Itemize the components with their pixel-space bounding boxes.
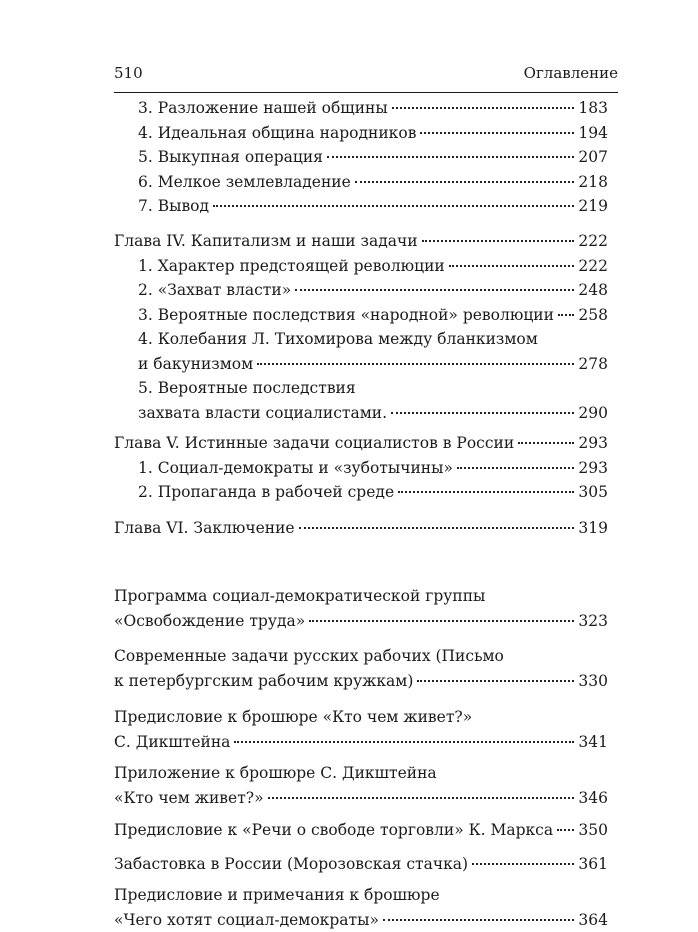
leader-dots xyxy=(268,797,575,799)
entry-page: 219 xyxy=(578,194,608,219)
toc-entry[interactable]: 3. Вероятные последствия «народной» революции 258 xyxy=(114,303,608,328)
header-rule xyxy=(114,92,618,93)
toc-extra-entry[interactable]: Современные задачи русских рабочих (Письмо к петербургским рабочим кружкам) 330 xyxy=(114,644,608,693)
toc-entry[interactable]: 4. Идеальная община народников 194 xyxy=(114,121,608,146)
leader-dots xyxy=(309,620,574,622)
leader-dots xyxy=(327,156,574,158)
running-header xyxy=(114,62,618,88)
toc-entry[interactable]: 3. Разложение нашей общины 183 xyxy=(114,96,608,121)
leader-dots xyxy=(234,741,574,743)
toc-entry[interactable]: захвата власти социалистами. 290 xyxy=(114,401,608,426)
entry-page: 222 xyxy=(578,229,608,254)
leader-dots xyxy=(449,265,575,267)
toc-extra-entry[interactable]: Программа социал-демократической группы «Освобождение труда» 323 xyxy=(114,584,608,633)
toc-extra-entry[interactable]: Предисловие к «Речи о свободе торговли» К. Маркса 350 xyxy=(114,818,608,843)
entry-page: 290 xyxy=(578,401,608,426)
toc-entry[interactable]: 1. Социал-демократы и «зуботычины» 293 xyxy=(114,456,608,481)
leader-dots xyxy=(558,314,574,316)
running-title: Оглавление xyxy=(524,62,618,84)
entry-page: 361 xyxy=(578,852,608,877)
leader-dots xyxy=(472,863,574,865)
leader-dots xyxy=(457,467,574,469)
entry-page: 323 xyxy=(578,609,608,634)
leader-dots xyxy=(391,412,574,414)
entry-page: 222 xyxy=(578,254,608,279)
page-number: 510 xyxy=(114,62,143,84)
toc-entry[interactable]: 2. Пропаганда в рабочей среде 305 xyxy=(114,480,608,505)
leader-dots xyxy=(299,527,575,529)
toc-entry-line[interactable]: 5. Вероятные последствия xyxy=(114,376,608,401)
toc-chapter-entry[interactable]: Глава VI. Заключение 319 xyxy=(114,516,608,541)
entry-page: 293 xyxy=(578,456,608,481)
toc-section-ch6 xyxy=(114,516,608,541)
leader-dots xyxy=(398,491,574,493)
entry-page: 218 xyxy=(578,170,608,195)
entry-page: 248 xyxy=(578,278,608,303)
toc-entry[interactable]: 2. «Захват власти» 248 xyxy=(114,278,608,303)
toc-entry[interactable]: 6. Мелкое землевладение 218 xyxy=(114,170,608,195)
leader-dots xyxy=(213,205,574,207)
entry-page: 278 xyxy=(578,352,608,377)
toc-entry[interactable]: 7. Вывод 219 xyxy=(114,194,608,219)
entry-page: 341 xyxy=(578,730,608,755)
entry-page: 350 xyxy=(578,818,608,843)
entry-page: 330 xyxy=(578,669,608,694)
toc-entry[interactable]: 5. Выкупная операция 207 xyxy=(114,145,608,170)
toc-extra-entry[interactable]: Приложение к брошюре С. Дикштейна «Кто чем живет?» 346 xyxy=(114,761,608,810)
toc-entry[interactable]: 1. Характер предстоящей революции 222 xyxy=(114,254,608,279)
toc-entry-line[interactable]: 4. Колебания Л. Тихомирова между бланкизмом xyxy=(114,327,608,352)
entry-page: 258 xyxy=(578,303,608,328)
entry-page: 305 xyxy=(578,480,608,505)
toc-section-ch4 xyxy=(114,229,608,425)
leader-dots xyxy=(392,107,575,109)
toc-chapter-entry[interactable]: Глава V. Истинные задачи социалистов в России 293 xyxy=(114,431,608,456)
leader-dots xyxy=(420,132,574,134)
toc-extra-entry[interactable]: Предисловие к брошюре «Кто чем живет?» С. Дикштейна 341 xyxy=(114,705,608,754)
entry-page: 346 xyxy=(578,786,608,811)
toc-section-ch5 xyxy=(114,431,608,505)
entry-page: 319 xyxy=(578,516,608,541)
leader-dots xyxy=(295,289,574,291)
leader-dots xyxy=(257,363,574,365)
toc-extra-entry[interactable]: Предисловие и примечания к брошюре «Чего хотят социал-демократы» 364 xyxy=(114,883,608,930)
entry-page: 293 xyxy=(578,431,608,456)
leader-dots xyxy=(417,680,574,682)
toc-section-ch3-items xyxy=(114,96,608,219)
leader-dots xyxy=(422,240,575,242)
toc-extra-entry[interactable]: Забастовка в России (Морозовская стачка) 361 xyxy=(114,852,608,877)
leader-dots xyxy=(355,181,575,183)
entry-page: 183 xyxy=(578,96,608,121)
leader-dots xyxy=(518,442,574,444)
leader-dots xyxy=(383,919,574,921)
entry-page: 207 xyxy=(578,145,608,170)
entry-page: 364 xyxy=(578,908,608,932)
toc-entry[interactable]: и бакунизмом 278 xyxy=(114,352,608,377)
toc-chapter-entry[interactable]: Глава IV. Капитализм и наши задачи 222 xyxy=(114,229,608,254)
leader-dots xyxy=(557,829,574,831)
entry-page: 194 xyxy=(578,121,608,146)
